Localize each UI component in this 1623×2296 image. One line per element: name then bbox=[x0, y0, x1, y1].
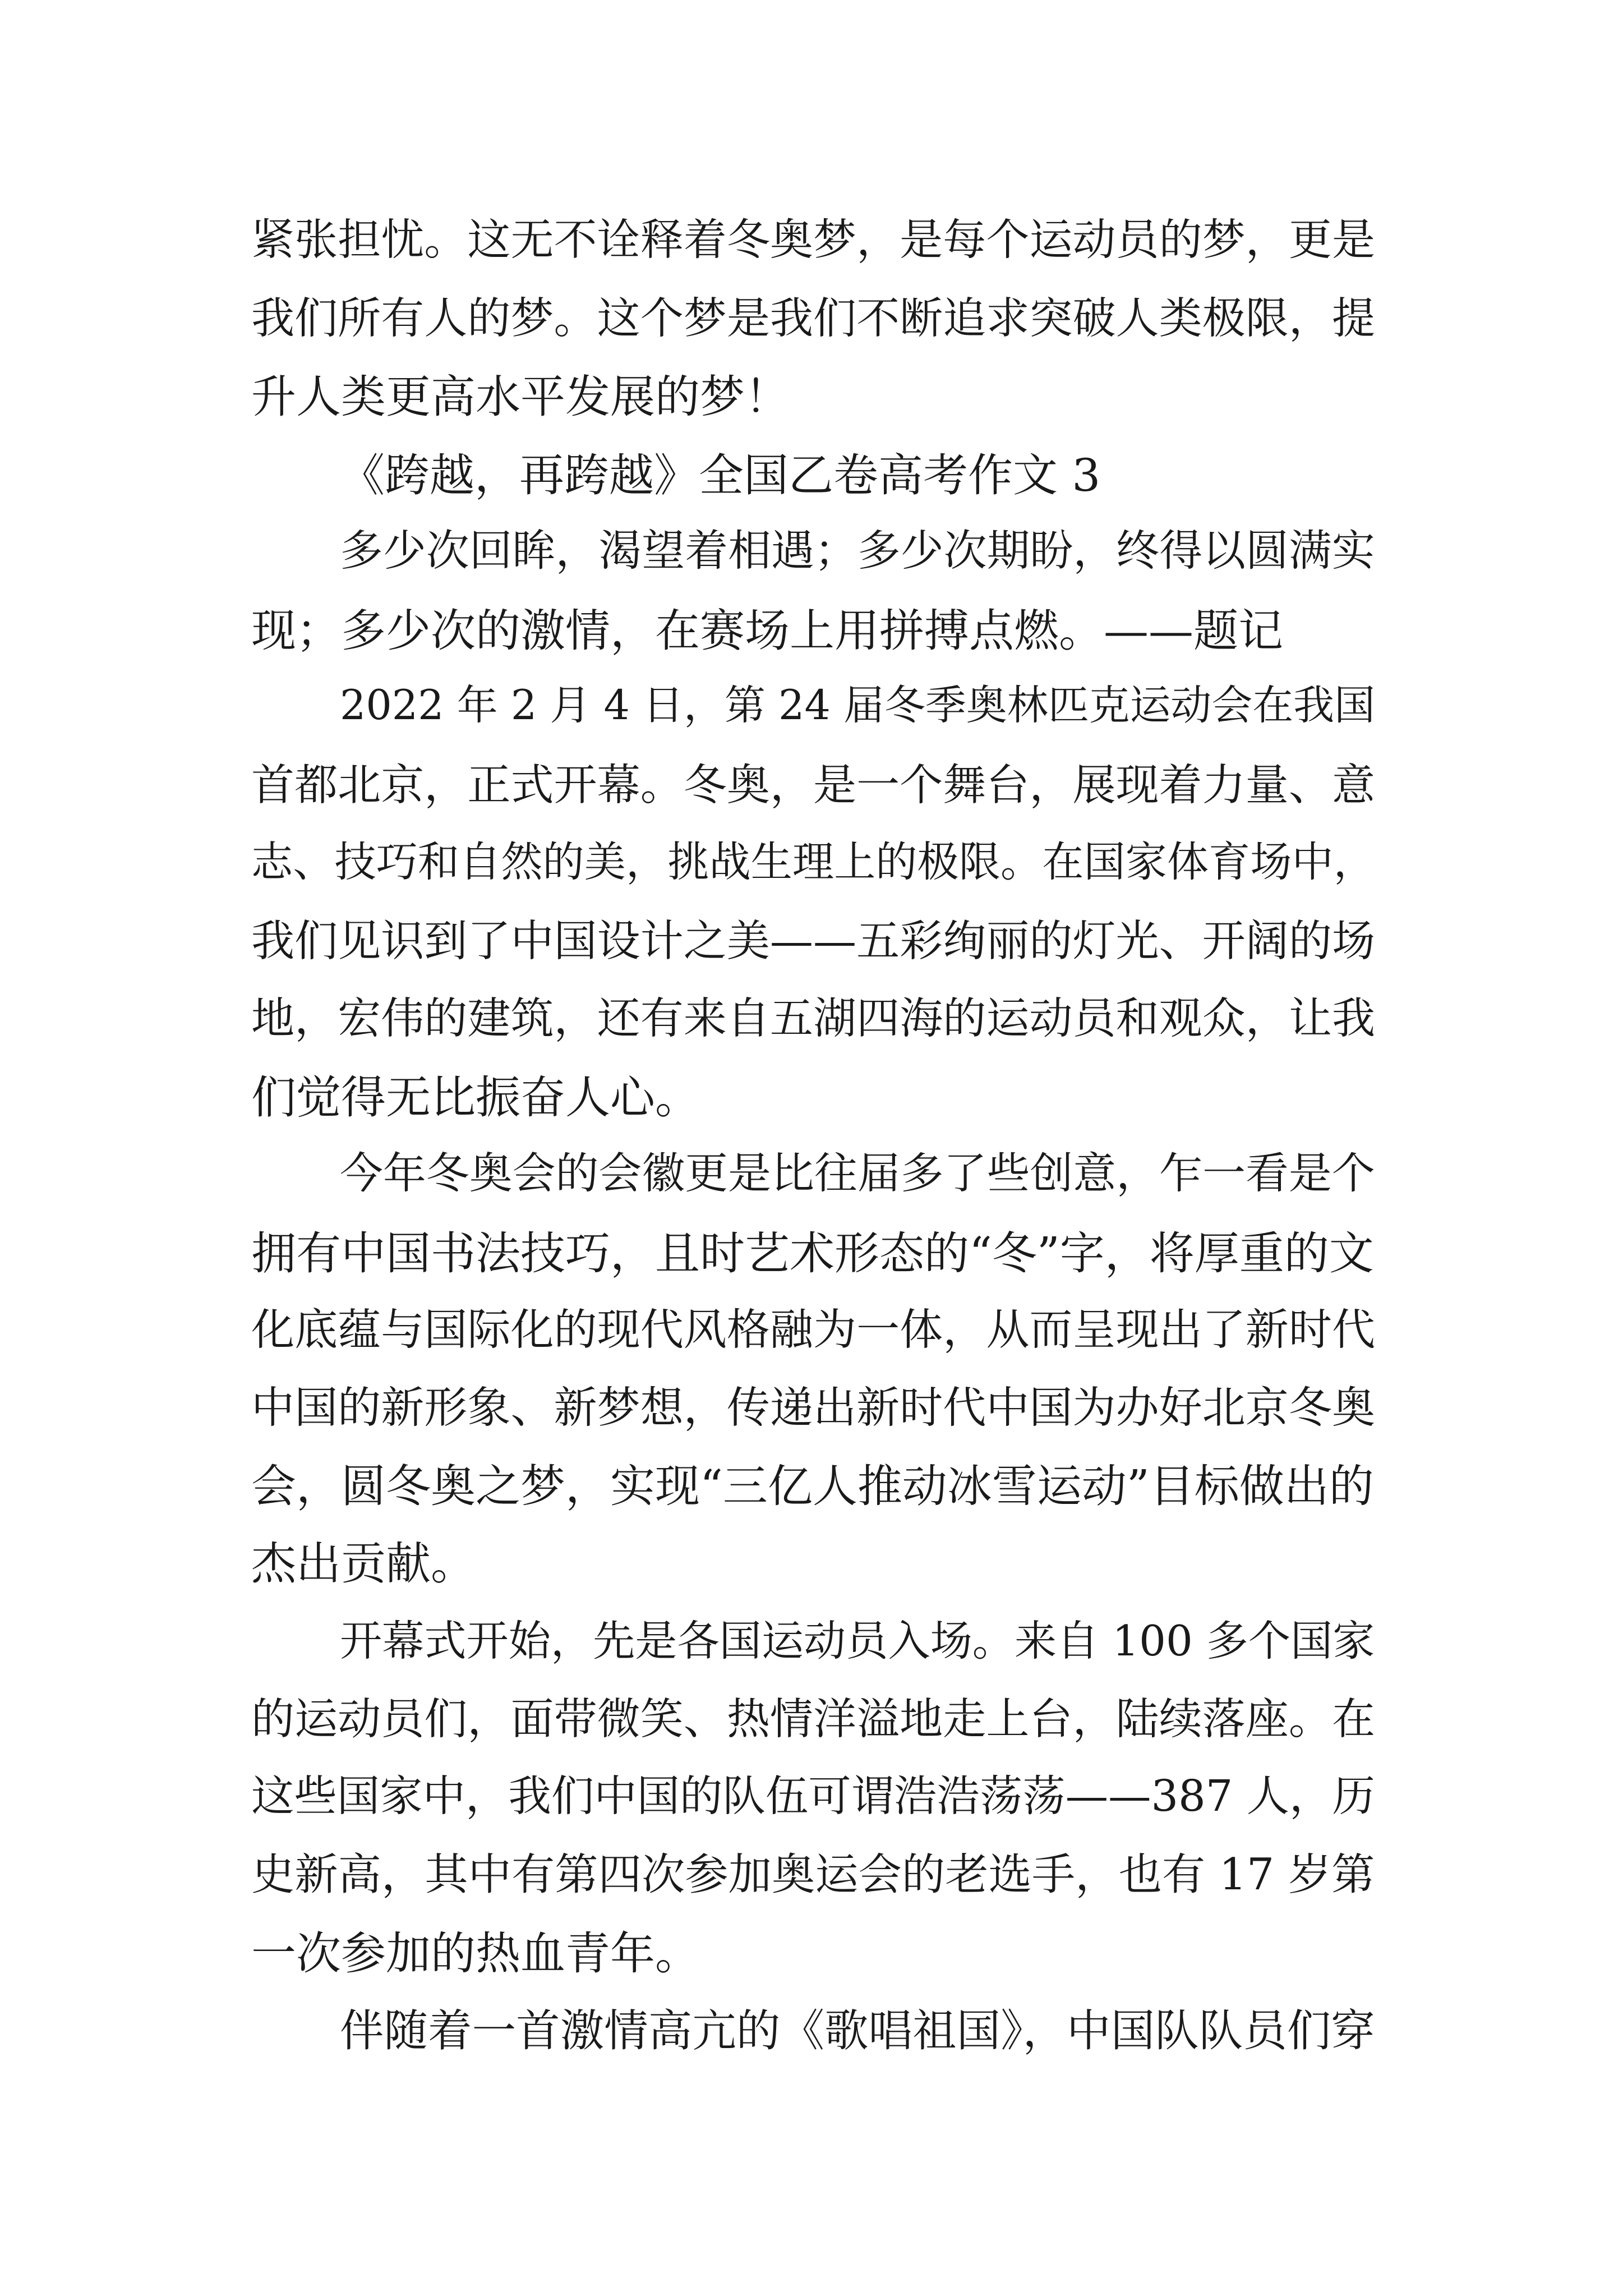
text-line: 的运动员们，面带微笑、热情洋溢地走上台，陆续落座。在 bbox=[251, 1694, 1376, 1745]
text-line: 升人类更高水平发展的梦！ bbox=[251, 371, 790, 423]
text-line: 我们见识到了中国设计之美——五彩绚丽的灯光、开阔的场 bbox=[251, 916, 1376, 967]
text-line: 中国的新形象、新梦想，传递出新时代中国为办好北京冬奥 bbox=[251, 1383, 1376, 1433]
text-line: 现；多少次的激情，在赛场上用拼搏点燃。——题记 bbox=[251, 605, 1283, 657]
text-line: 我们所有人的梦。这个梦是我们不断追求突破人类极限，提 bbox=[251, 293, 1376, 344]
text-line: 志、技巧和自然的美，挑战生理上的极限。在国家体育场中， bbox=[251, 838, 1375, 886]
text-line: 们觉得无比振奋人心。 bbox=[251, 1071, 700, 1124]
text-line: 化底蕴与国际化的现代风格融为一体，从而呈现出了新时代 bbox=[251, 1305, 1376, 1355]
text-line: 杰出贡献。 bbox=[251, 1538, 476, 1590]
text-line: 今年冬奥会的会徽更是比往届多了些创意，乍一看是个 bbox=[340, 1149, 1375, 1199]
text-line: 开幕式开始，先是各国运动员入场。来自 100 多个国家 bbox=[340, 1616, 1375, 1665]
essay-title: 《跨越，再跨越》全国乙卷高考作文 3 bbox=[340, 449, 1101, 501]
text-line: 紧张担忧。这无不诠释着冬奥梦，是每个运动员的梦，更是 bbox=[251, 215, 1376, 265]
text-line: 首都北京，正式开幕。冬奥，是一个舞台，展现着力量、意 bbox=[251, 760, 1376, 811]
text-line: 2022 年 2 月 4 日，第 24 届冬季奥林匹克运动会在我国 bbox=[340, 682, 1376, 729]
text-line: 一次参加的热血青年。 bbox=[251, 1927, 700, 1980]
text-line: 伴随着一首激情高亢的《歌唱祖国》，中国队队员们穿 bbox=[340, 2005, 1375, 2056]
text-line: 多少次回眸，渴望着相遇；多少次期盼，终得以圆满实 bbox=[340, 526, 1375, 576]
text-line: 会，圆冬奥之梦，实现“三亿人推动冰雪运动”目标做出的 bbox=[251, 1460, 1374, 1512]
text-line: 拥有中国书法技巧，且时艺术形态的“冬”字，将厚重的文 bbox=[251, 1227, 1374, 1280]
text-line: 史新高，其中有第四次参加奥运会的老选手，也有 17 岁第 bbox=[251, 1849, 1375, 1900]
text-line: 地，宏伟的建筑，还有来自五湖四海的运动员和观众，让我 bbox=[251, 993, 1376, 1044]
text-line: 这些国家中，我们中国的队伍可谓浩浩荡荡——387 人，历 bbox=[251, 1772, 1375, 1821]
